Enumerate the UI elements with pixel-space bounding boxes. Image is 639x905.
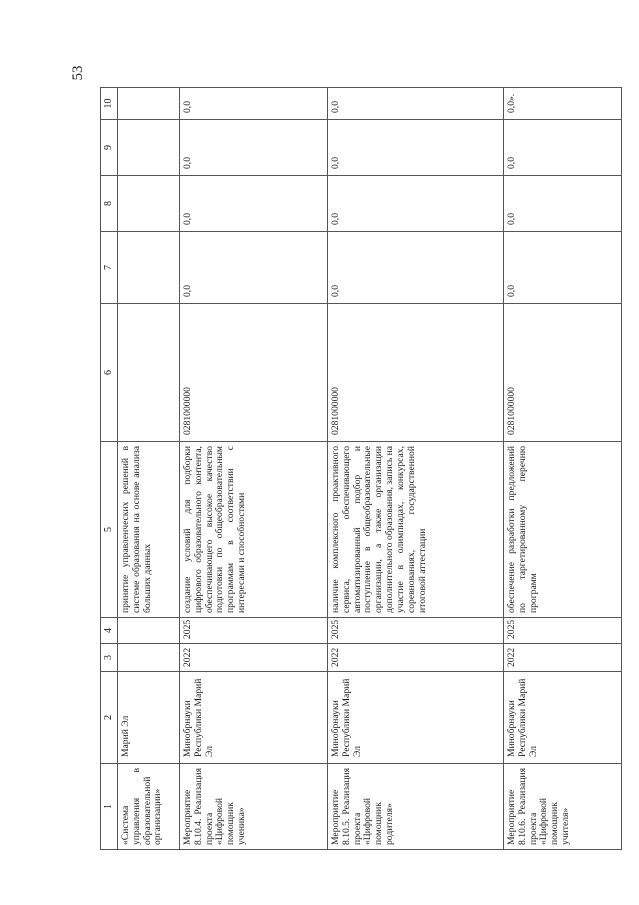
code-cell: 0281000000 xyxy=(504,304,622,442)
column-header: 4 xyxy=(101,618,118,644)
measure-name-cell: Мероприятие 8.10.5. Реализация проекта «Цифровой помощник родителя» xyxy=(328,764,504,850)
value-cell: 0,0 xyxy=(180,88,328,120)
result-cell: принятие управленческих решений в системе образования на основе анализа больших данных xyxy=(118,442,180,618)
table-row xyxy=(180,88,328,850)
value-cell: 0,0 xyxy=(328,120,504,176)
column-header: 3 xyxy=(101,644,118,672)
responsible-cell: Минобрнауки Республики Марий Эл xyxy=(180,672,328,764)
value-cell: 0,0 xyxy=(180,176,328,232)
result-cell: создание условий для подборки цифрового образовательного контента, обеспечивающего высокое качество подготовки по общеобразовательным программам в соответствии с интересами и способностями xyxy=(180,442,328,618)
value-cell: 0,0 xyxy=(180,120,328,176)
column-header: 2 xyxy=(101,672,118,764)
start-year-cell: 2022 xyxy=(328,644,504,672)
end-year-cell: 2025 xyxy=(504,618,622,644)
end-year-cell xyxy=(118,618,180,644)
column-header-row xyxy=(101,88,118,850)
column-header: 7 xyxy=(101,232,118,304)
value-cell: 0,0 xyxy=(504,176,622,232)
code-cell xyxy=(118,304,180,442)
table-row xyxy=(328,88,504,850)
responsible-cell: Марий Эл xyxy=(118,672,180,764)
measure-name-cell: «Система управления в образовательной организации» xyxy=(118,764,180,850)
value-cell xyxy=(118,232,180,304)
code-cell: 0281000000 xyxy=(328,304,504,442)
value-cell: 0,0 xyxy=(328,176,504,232)
start-year-cell xyxy=(118,644,180,672)
column-header: 1 xyxy=(101,764,118,850)
table-row xyxy=(504,88,622,850)
table-row xyxy=(118,88,180,850)
column-header: 9 xyxy=(101,120,118,176)
value-cell: 0,0 xyxy=(180,232,328,304)
value-cell: 0,0 xyxy=(504,232,622,304)
column-header: 8 xyxy=(101,176,118,232)
responsible-cell: Минобрнауки Республики Марий Эл xyxy=(504,672,622,764)
end-year-cell: 2025 xyxy=(180,618,328,644)
start-year-cell: 2022 xyxy=(180,644,328,672)
measure-name-cell: Мероприятие 8.10.4. Реализация проекта «Цифровой помощник ученика» xyxy=(180,764,328,850)
column-header: 6 xyxy=(101,304,118,442)
code-cell: 0281000000 xyxy=(180,304,328,442)
value-cell: 0,0 xyxy=(328,88,504,120)
responsible-cell: Минобрнауки Республики Марий Эл xyxy=(328,672,504,764)
result-cell: обеспечение разработки предложений по таргетированному перечню программ xyxy=(504,442,622,618)
column-header: 10 xyxy=(101,88,118,120)
result-cell: наличие комплексного проактивного сервиса, обеспечивающего автоматизированный подбор и поступление в общеобразовательные организации, а также организации дополнительного образования, запись на участие в олимпиадах, конкурсах, соревнованиях, государственной итоговой аттестации xyxy=(328,442,504,618)
value-cell: 0,0». xyxy=(504,88,622,120)
value-cell xyxy=(118,120,180,176)
program-table xyxy=(100,88,622,850)
value-cell xyxy=(118,88,180,120)
page-number: 53 xyxy=(70,65,86,81)
value-cell: 0,0 xyxy=(328,232,504,304)
measure-name-cell: Мероприятие 8.10.6. Реализация проекта «Цифровой помощник учителя» xyxy=(504,764,622,850)
measures-table xyxy=(100,87,622,850)
end-year-cell: 2025 xyxy=(328,618,504,644)
value-cell xyxy=(118,176,180,232)
column-header: 5 xyxy=(101,442,118,618)
value-cell: 0,0 xyxy=(504,120,622,176)
start-year-cell: 2022 xyxy=(504,644,622,672)
